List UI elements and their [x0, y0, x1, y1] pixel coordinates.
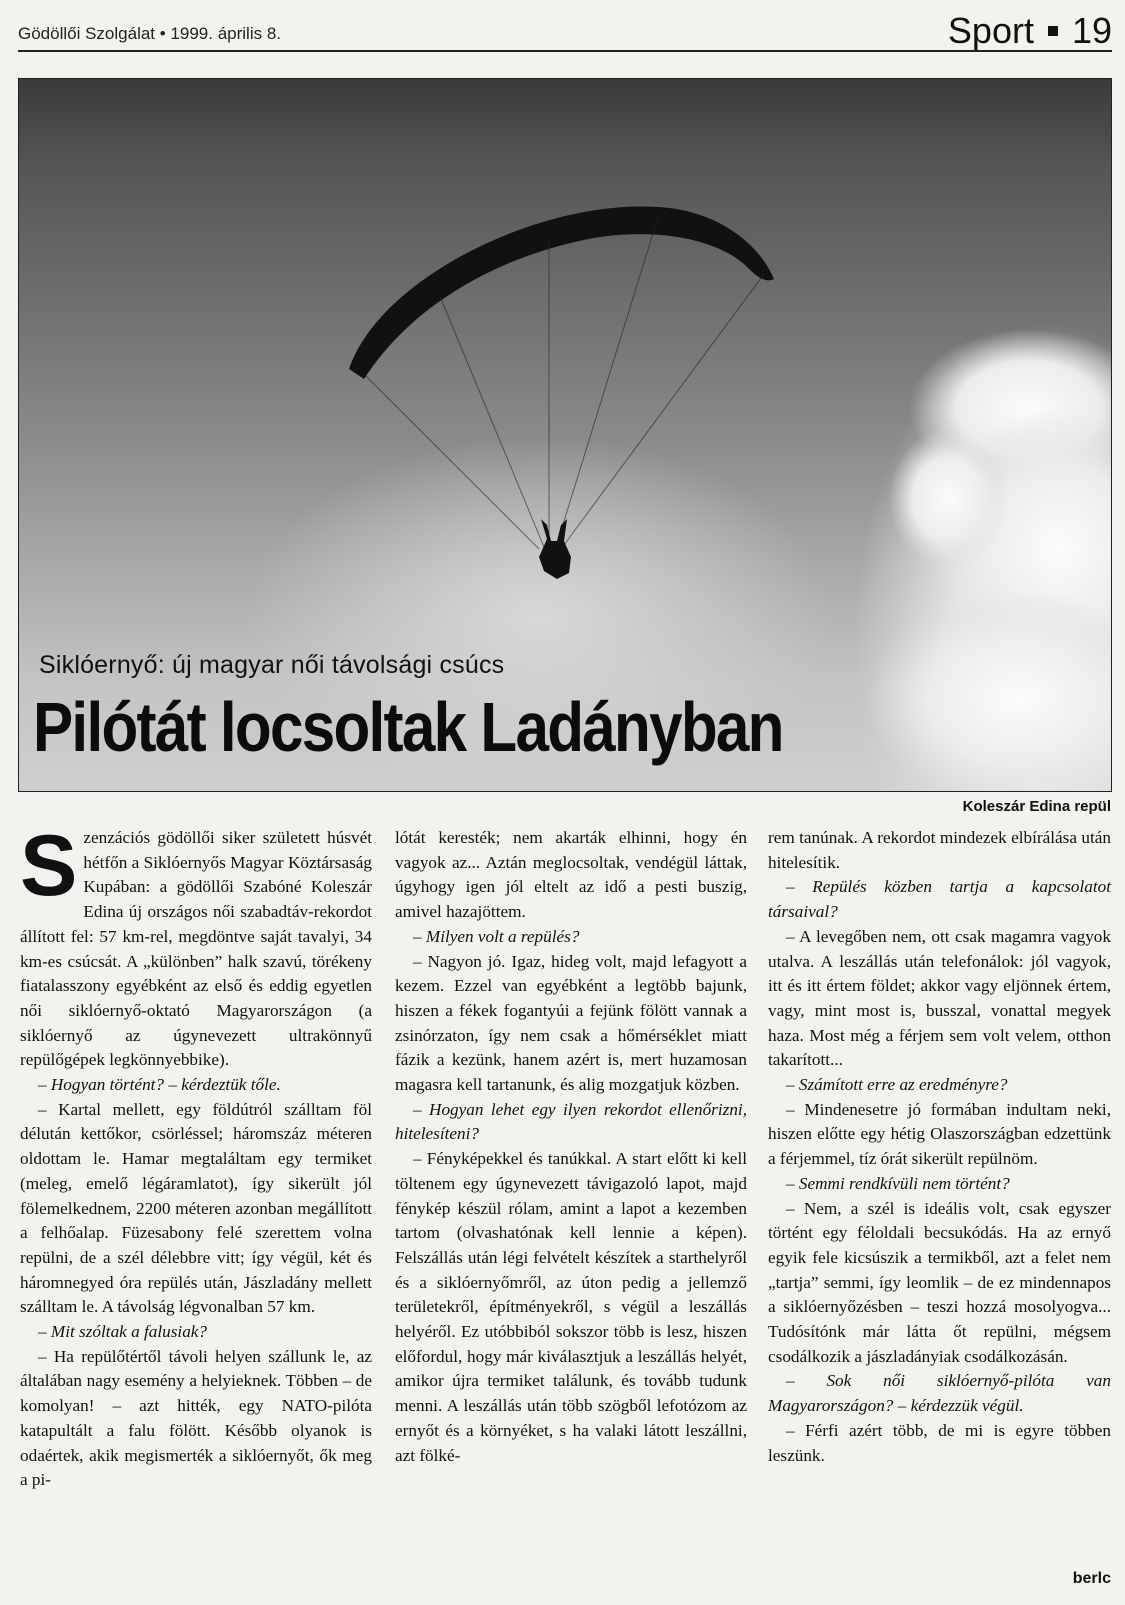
interview-question: – Hogyan történt? – kérdeztük tőle.: [38, 1075, 281, 1095]
article-paragraph: – Nagyon jó. Igaz, hideg volt, majd lefagyott a kezem. Ezzel van egyébként a legtöbb bajunk, hiszen a fékek fogantyúi a fejünk fölött vannak a zsinórzaton, így nem csak a hőmérséklet miatt fázik a kezünk, hanem azért is, mert huzamosan magasra kell tartanunk, és alig mozgatjuk közben.: [395, 951, 747, 1095]
interview-question: – Milyen volt a repülés?: [413, 926, 580, 946]
paraglider-lines: [364, 214, 764, 549]
paraglider-wing: [349, 206, 774, 379]
drop-cap: S: [20, 818, 78, 914]
square-bullet-icon: [1048, 26, 1058, 36]
paraglider-illustration: [19, 79, 1111, 791]
pilot-silhouette: [539, 519, 571, 579]
section-name: Sport: [947, 10, 1034, 51]
cloud-shape: [869, 589, 1111, 791]
section-header: [948, 10, 1112, 52]
article-kicker: Siklóernyő: új magyar női távolsági csúcs: [39, 651, 505, 679]
article-paragraph: – Nem, a szél is ideális volt, csak egyszer történt egy féloldali becsukódás. Ha az ernyő egyik fele kicsúszik a termikből, azt a felet nem „tartja” semmi, így leomlik – de ez mindennapos a siklóernyőzésben – teszi hozzá mosolyogva... Tudósítónk már látta őt repülni, mégsem csodálkozik a jászladányiak csodálkozásán.: [768, 1198, 1111, 1366]
article-paragraph: – Fényképekkel és tanúkkal. A start előtt ki kell töltenem egy úgynevezett távigazoló lapot, majd fénykép készül rólam, amint a lapot a kezemben tartom (olvashatónak kell lennie a képen). Felszállás után légi felvételt készítek a starthelyről és a siklóernyőmről, az úton pedig a jellemző területekről, építményekről, s végül a leszállás helyéről. Ez utóbbiból sokszor több is lesz, hiszen előfordul, hogy már kiválasztjuk a leszállás helyét, amikor újra termiket találunk, és tovább tudunk menni. A leszállás után több szögből lefotózom az ernyőt és a környéket, s ha valaki látott leszállni, azt fölké-: [395, 1149, 747, 1465]
article-column-1: [20, 818, 372, 1493]
article-column-3: [768, 826, 1111, 1468]
article-column-2: [395, 826, 747, 1468]
interview-question: – Hogyan lehet egy ilyen rekordot ellenőrizni, hitelesíteni?: [395, 1099, 747, 1144]
article-paragraph: Szenzációs gödöllői siker született húsvét hétfőn a Siklóernyős Magyar Köztársaság Kupában: a gödöllői Szabóné Koleszár Edina új országos női szabadtáv-rekordot állított fel: 57 km-rel, megdöntve saját tavalyi, 34 km-es csúcsát. A „különben” halk szavú, törékeny fiatalasszony egyébként az első és eddig egyetlen női siklóernyő-oktató Magyarországon (a siklóernyő az úgynevezett ultrakönnyű repülőgépek legkönnyebbike).: [20, 818, 372, 1070]
masthead: [18, 10, 1112, 52]
article-paragraph: – Kartal mellett, egy földútról szálltam föl délután kettőkor, csörléssel; háromszáz méteren oldottam le. Hamar megtaláltam egy termiket (meleg, emelő légáramlatot), így sikerült jól fölemelkednem, 2200 méteren azonban megállított a felhőalap. Füzesabony felé szerettem volna repülni, de a szél délebbre vitt; így végül, két és háromnegyed óra repülés után, Jászladány mellett szálltam le. A távolság légvonalban 57 km.: [20, 1099, 372, 1317]
cloud-shape: [889, 429, 1009, 569]
interview-question: – Sok női siklóernyő-pilóta van Magyarországon? – kérdezzük végül.: [768, 1371, 1111, 1416]
article-headline: Pilótát locsoltak Ladányban: [33, 688, 783, 766]
page-number: 19: [1071, 10, 1112, 51]
author-signature: berlc: [1072, 1570, 1111, 1587]
interview-question: – Mit szóltak a falusiak?: [38, 1322, 208, 1342]
article-paragraph: – Ha repülőtértől távoli helyen szállunk le, az általában nagy esemény a helyieknek. Többen – de komolyan! – azt hitték, egy NATO-pilóta katapultált a falu fölött. Később olyanok is odaértek, akik megismerték a siklóernyőt, ők meg a pi-: [20, 1346, 372, 1490]
photo-caption: Koleszár Edina repül: [962, 798, 1111, 815]
article-paragraph: rem tanúnak. A rekordot mindezek elbírálása után hitelesítik.: [768, 828, 1111, 872]
article-paragraph: – Mindenesetre jó formában indultam neki, hiszen előtte egy hétig Olaszországban edzettünk a férjemmel, tíz órát sikerült repülnöm.: [768, 1099, 1111, 1169]
interview-question: – Semmi rendkívüli nem történt?: [786, 1173, 1010, 1193]
interview-question: – Repülés közben tartja a kapcsolatot társaival?: [768, 877, 1111, 922]
article-paragraph: – A levegőben nem, ott csak magamra vagyok utalva. A leszállás után telefonálok: jól vagyok, itt és itt értem földet; akkor vagy eljönnek értem, vagy, mint most is, busszal, vonattal megyek haza. Most még a férjem sem volt velem, otthon takarított...: [768, 926, 1111, 1070]
article-paragraph: – Férfi azért több, de mi is egyre többen leszünk.: [768, 1420, 1111, 1465]
publication-date: Gödöllői Szolgálat • 1999. április 8.: [18, 24, 281, 43]
paraglider-photo: [18, 78, 1112, 792]
article-paragraph: lótát keresték; nem akarták elhinni, hogy én vagyok az... Aztán meglocsoltak, vendégül láttak, úgyhogy igen jól eltelt az idő a pesti buszig, amivel hazajöttem.: [395, 828, 747, 922]
interview-question: – Számított erre az eredményre?: [786, 1075, 1008, 1095]
